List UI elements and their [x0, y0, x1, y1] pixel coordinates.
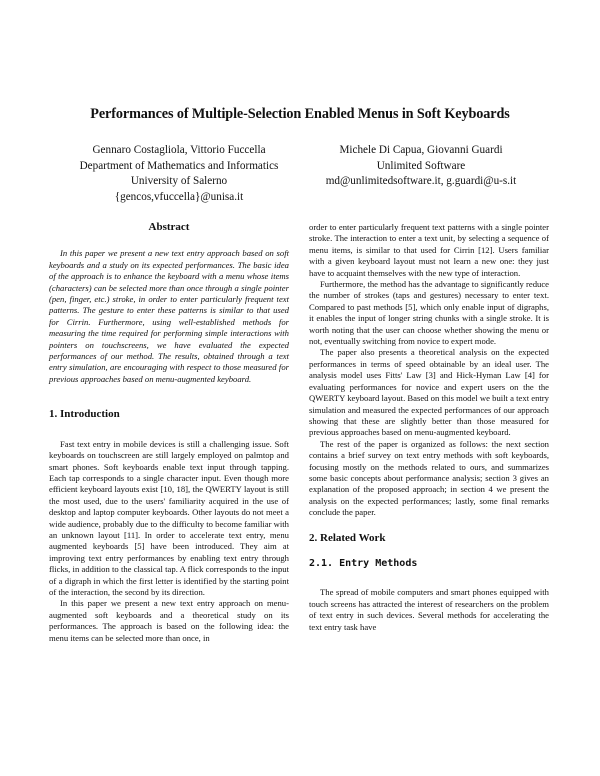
left-column: [49, 222, 289, 644]
right-paragraph-1: order to enter particularly frequent text patterns with a single pointer stroke. The interaction to enter a text unit, by selecting a sequence of menu items, is similar to that used for Cirrin [12]. Users familiar with a given keyboard layout must not learn a new one: they just have to acquaint themselves with the new type of interaction.: [309, 222, 549, 278]
abstract: [49, 248, 289, 385]
paper-title: Performances of Multiple-Selection Enabled Menus in Soft Keyboards: [90, 106, 510, 122]
author-department: Department of Mathematics and Informatics: [79, 159, 279, 172]
subsection-heading-entry-methods: 2.1. Entry Methods: [309, 557, 418, 569]
section-heading-introduction: 1. Introduction: [49, 408, 120, 421]
right-column: [309, 222, 549, 633]
abstract-heading: Abstract: [148, 221, 190, 233]
right-paragraph-2: Furthermore, the method has the advantage to significantly reduce the number of strokes (taps and gestures) necessary to enter text. Compared to past methods [5], which only enable input of digraphs, it enables the input of longer string chunks with a single stroke. It is worth noting that the user can choose whether showing the menu or not, eventually switching from novice to expert mode.: [309, 279, 549, 347]
right-paragraph-4: The rest of the paper is organized as follows: the next section contains a brief survey on text entry methods with soft keyboards, focusing mostly on the methods related to ours, and summarizes some basic concepts about performance analysis; section 3 gives an explanation of the proposed approach; in section 4 we present the analysis on the expected performances; lastly, some final remarks conclude the paper.: [309, 438, 549, 518]
author-company: Unlimited Software: [376, 159, 466, 172]
author-block-left: [58, 143, 300, 205]
author-names-left: Gennaro Costagliola, Vittorio Fuccella: [92, 144, 266, 156]
intro-paragraph-1: Fast text entry in mobile devices is still a challenging issue. Soft keyboards on touchscreen are still largely employed on palmtop and smart phones. Soft keyboards enable text input through tapping. Each tap corresponds to a single character input. Even though more efficient keyboard layouts exist [10, 18], the QWERTY layout is still the most used, due to the users' familiarity acquired in the use of desktop and laptop computer keyboards. Other layouts do not meet a wide audience, probably due to the difficulty to become familiar with an unknown layout [11]. In order to accelerate text entry, menu augmented keyboards [5] have been introduced. They aim at improving text entry performances by enabling text entry through flicks, in addition to the classical tap. A flick corresponds to the input of a digraph in which the first letter is identified by the starting point of the interaction, the second by its direction.: [49, 438, 289, 597]
author-names-right: Michele Di Capua, Giovanni Guardi: [339, 144, 503, 156]
related-work-paragraph-1: The spread of mobile computers and smart phones equipped with touch screens has attracted the interest of researchers on the problem of text entry in such devices. Several methods for accelerating the text entry task have: [309, 587, 549, 632]
author-email-right: md@unlimitedsoftware.it, g.guardi@u-s.it: [325, 175, 517, 187]
abstract-text: In this paper we present a new text entry approach based on soft keyboards and a study on its expected performances. The basic idea of the approach is to enhance the keyboard with a menu whose items (characters) can be selected more than once through a single pointer (pen, finger, etc.) stroke, in order to enter particularly frequent text patterns. The gesture to enter these patterns is similar to that used for Cirrin. Furthermore, using well-established methods for measuring the time required for performing simple interactions with pointers on touchscreens, we have evaluated the expected performances of our method. The results, obtained through a text entry simulation, are encouraging with respect to those measured for previous approaches based on menu-augmented keyboard.: [49, 248, 289, 384]
author-email-left: {gencos,vfuccella}@unisa.it: [114, 190, 244, 203]
author-university: University of Salerno: [130, 175, 228, 187]
intro-paragraph-2: In this paper we present a new text entry approach on menu-augmented soft keyboards and a theoretical study on its performances. The approach is based on the following idea: the menu items can be selected more than once, in: [49, 598, 289, 643]
author-block-right: [300, 143, 542, 190]
section-heading-related-work: 2. Related Work: [309, 531, 386, 544]
right-paragraph-3: The paper also presents a theoretical analysis on the expected performances in terms of speed obtainable by an ideal user. The analysis model uses Fitts' Law [3] and Hick-Hyman Law [4] for evaluating performances for novice and expert users on the the QWERTY keyboard layout. Based on this model we built a text entry simulation and measured the expected performances of our approach showing that these are slightly better than those measured for previous approaches based on menu-augmented keyboard.: [309, 347, 549, 438]
